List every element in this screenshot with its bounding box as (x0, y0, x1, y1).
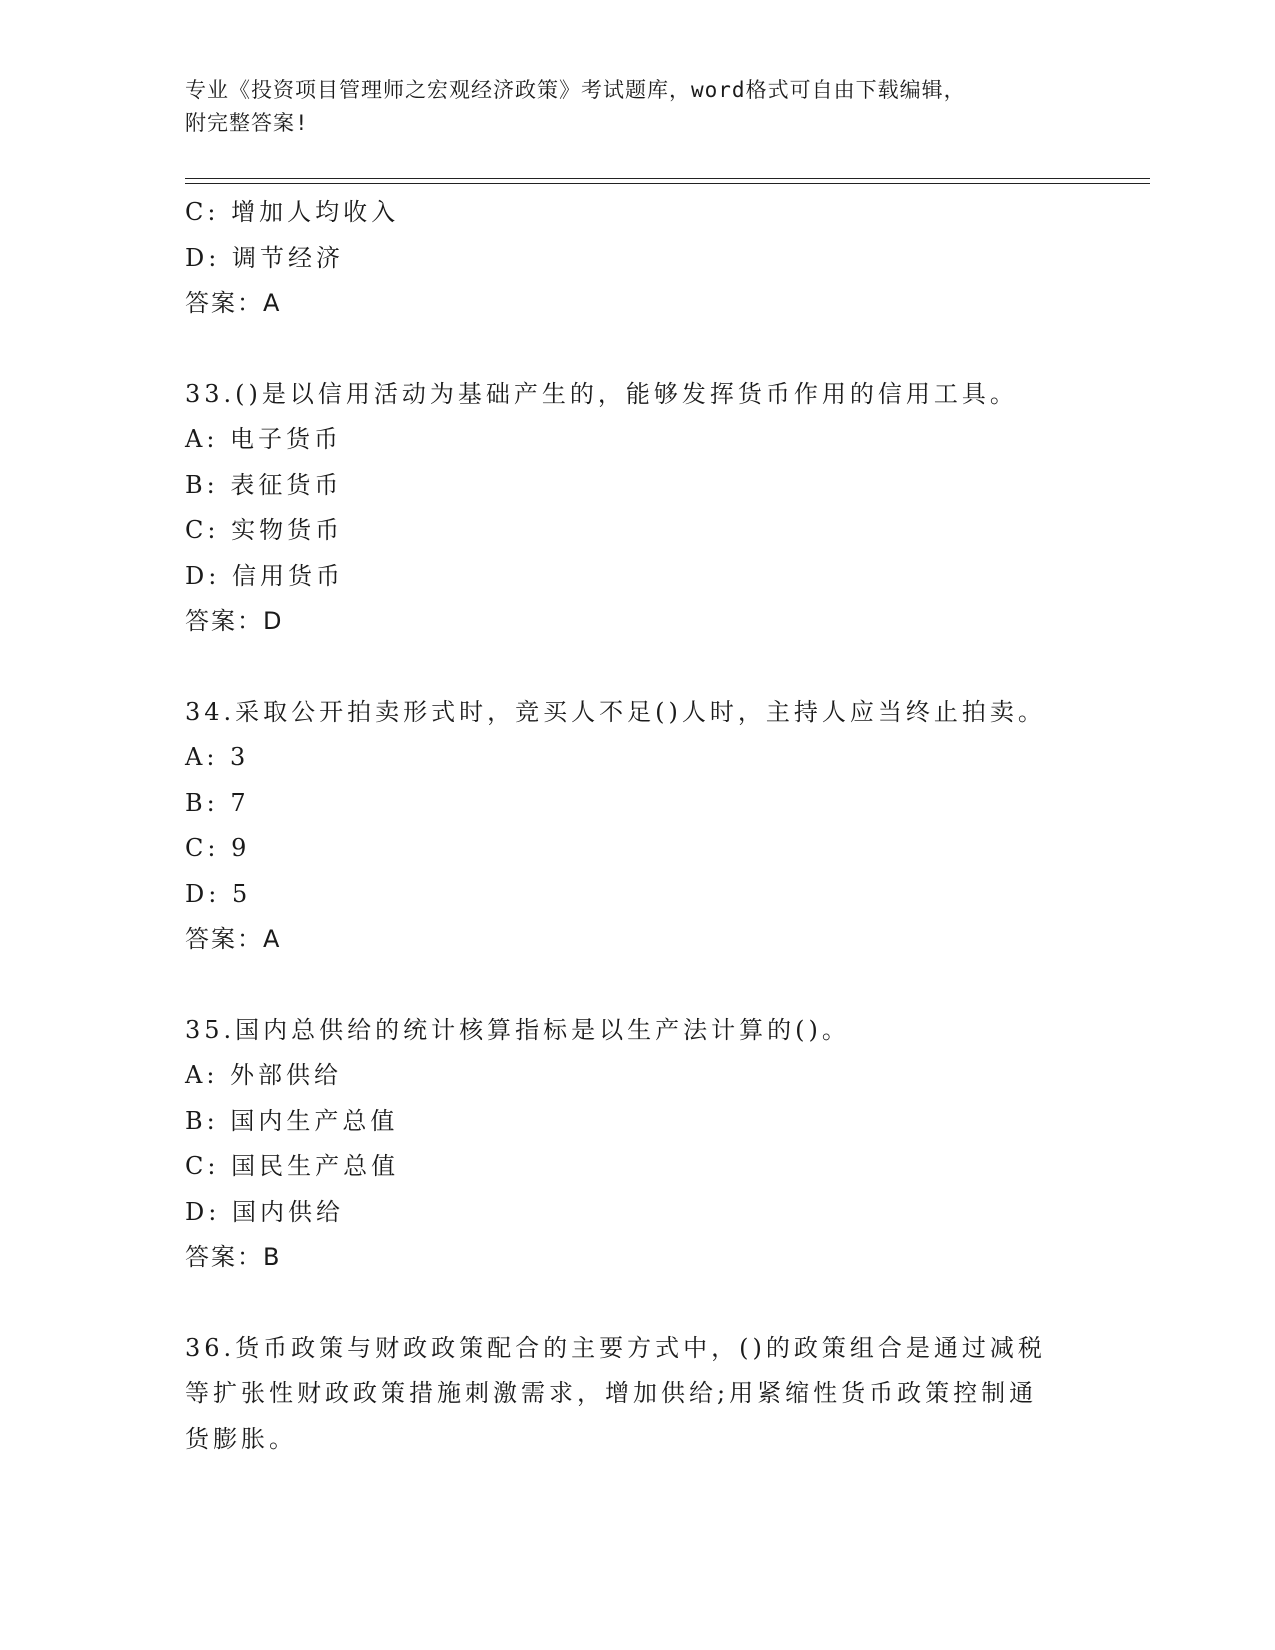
option-c: C: 9 (185, 834, 251, 862)
answer-line: 答案：B (185, 1243, 282, 1271)
question-stem-line-1: 36.货币政策与财政政策配合的主要方式中，()的政策组合是通过减税 (185, 1333, 1046, 1362)
answer-line: 答案：D (185, 607, 284, 635)
document-header (185, 74, 1085, 140)
question-block-33 (185, 372, 1085, 645)
option-c: C: 国民生产总值 (185, 1152, 400, 1180)
option-b: B: 国内生产总值 (185, 1106, 399, 1135)
option-a: A: 外部供给 (185, 1061, 343, 1089)
option-c: C: 实物货币 (185, 516, 344, 544)
question-stem: 33.()是以信用活动为基础产生的，能够发挥货币作用的信用工具。 (185, 379, 1018, 408)
question-block-34 (185, 690, 1085, 963)
question-stem-line-2: 等扩张性财政政策措施刺激需求，增加供给;用紧缩性货币政策控制通 (185, 1379, 1038, 1407)
header-divider-bottom (185, 183, 1150, 184)
question-stem-line-3: 货膨胀。 (185, 1424, 297, 1453)
option-d: D: 调节经济 (185, 243, 344, 272)
spacer (185, 963, 1085, 1008)
answer-line: 答案：A (185, 925, 282, 953)
question-block-35 (185, 1008, 1085, 1281)
option-d: D: 5 (185, 879, 252, 908)
question-list (185, 190, 1085, 1462)
header-divider-top (185, 178, 1150, 179)
question-stem: 35.国内总供给的统计核算指标是以生产法计算的()。 (185, 1015, 850, 1044)
spacer (185, 327, 1085, 372)
question-stem: 34.采取公开拍卖形式时，竞买人不足()人时，主持人应当终止拍卖。 (185, 697, 1046, 726)
spacer (185, 1281, 1085, 1326)
option-a: A: 3 (185, 743, 250, 771)
option-b: B: 表征货币 (185, 470, 343, 499)
option-d: D: 信用货币 (185, 561, 344, 590)
option-a: A: 电子货币 (185, 425, 343, 453)
option-c: C: 增加人均收入 (185, 198, 400, 226)
answer-line: 答案：A (185, 289, 282, 317)
question-block-32 (185, 190, 1085, 327)
header-line-2: 附完整答案! (185, 111, 309, 135)
option-d: D: 国内供给 (185, 1197, 344, 1226)
question-block-36 (185, 1326, 1085, 1463)
header-line-1: 专业《投资项目管理师之宏观经济政策》考试题库，word格式可自由下载编辑， (185, 78, 966, 102)
spacer (185, 645, 1085, 690)
option-b: B: 7 (185, 788, 250, 817)
